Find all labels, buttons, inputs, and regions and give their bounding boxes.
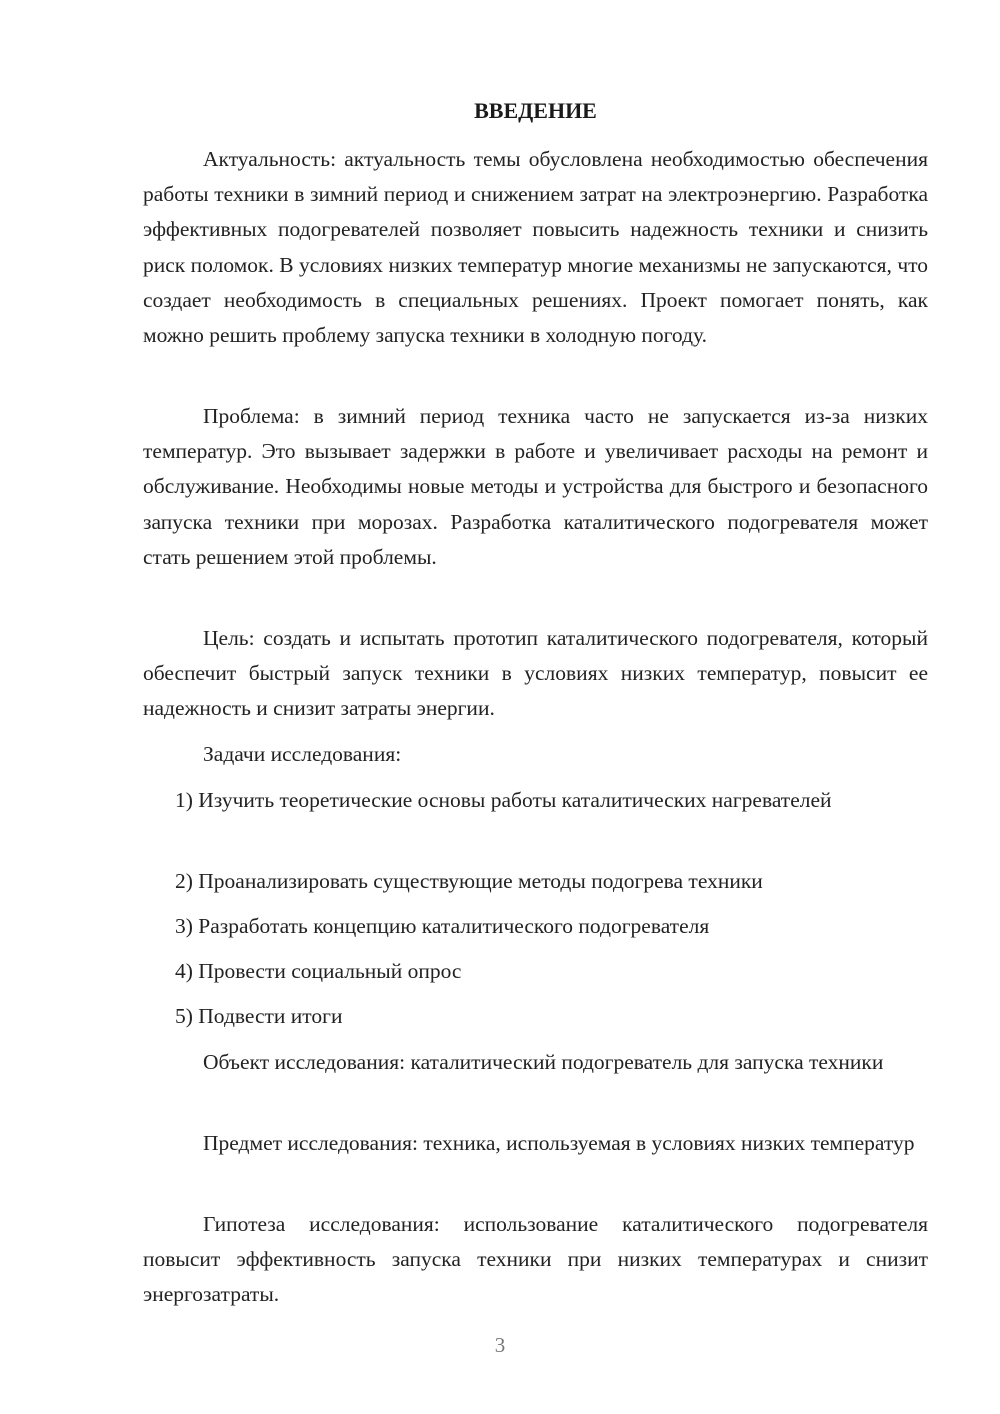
document-title: ВВЕДЕНИЕ xyxy=(474,98,597,123)
task-item-3: 3) Разработать концепцию каталитического подогревателя xyxy=(175,914,710,938)
task-item-2: 2) Проанализировать существующие методы подогрева техники xyxy=(175,869,763,893)
relevance-paragraph: Актуальность: актуальность темы обусловлена необходимостью обеспечения работы техники в зимний период и снижением затрат на электроэнергию. Разработка эффективных подогревателей позволяет повысить надежность техники и снизить риск поломок. В условиях низких температур многие механизмы не запускаются, что создает необходимость в специальных решениях. Проект помогает понять, как можно решить проблему запуска техники в холодную погоду. xyxy=(143,147,928,348)
subject-paragraph: Предмет исследования: техника, используемая в условиях низких температур xyxy=(203,1131,915,1155)
page-number: 3 xyxy=(494,1333,506,1357)
task-item-5: 5) Подвести итоги xyxy=(175,1004,343,1028)
object-paragraph: Объект исследования: каталитический подогреватель для запуска техники xyxy=(203,1050,884,1074)
goal-paragraph: Цель: создать и испытать прототип каталитического подогревателя, который обеспечит быстрый запуск техники в условиях низких температур, повысит ее надежность и снизит затраты энергии. xyxy=(143,626,928,721)
hypothesis-paragraph: Гипотеза исследования: использование каталитического подогревателя повысит эффективность запуска техники при низких температурах и снизит энергозатраты. xyxy=(143,1212,928,1307)
tasks-heading: Задачи исследования: xyxy=(203,742,402,766)
task-item-1: 1) Изучить теоретические основы работы каталитических нагревателей xyxy=(175,788,832,812)
task-item-4: 4) Провести социальный опрос xyxy=(175,959,462,983)
problem-paragraph: Проблема: в зимний период техника часто не запускается из-за низких температур. Это вызывает задержки в работе и увеличивает расходы на ремонт и обслуживание. Необходимы новые методы и устройства для быстрого и безопасного запуска техники при морозах. Разработка каталитического подогревателя может стать решением этой проблемы. xyxy=(143,404,928,569)
